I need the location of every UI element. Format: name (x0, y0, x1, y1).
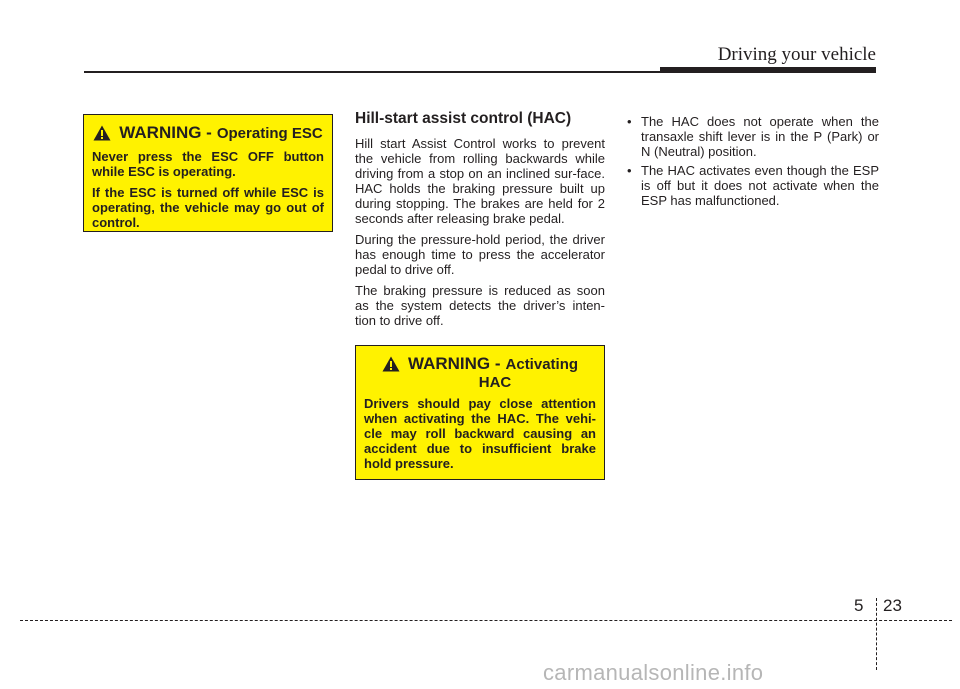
notes-list (627, 114, 879, 212)
warning-label: WARNING - (119, 123, 212, 142)
chapter-number: 5 (854, 596, 864, 615)
warning-subject-continued: HAC (478, 374, 512, 391)
page-number: 23 (883, 596, 902, 615)
page-header-title: Driving your vehicle (717, 44, 876, 65)
footer-divider (876, 598, 877, 670)
footer-rule (20, 620, 952, 621)
warning-body (364, 396, 596, 471)
list-item: • The HAC does not operate when the transaxle shift lever is in the P (Park) or N (Neutral) position. (627, 114, 879, 159)
warning-label: WARNING - (407, 354, 501, 373)
warning-text: Never press the ESC OFF button while ESC is operating. (92, 149, 324, 179)
hac-section (355, 110, 605, 334)
warning-body (92, 149, 324, 230)
warning-box-hac (355, 345, 605, 480)
section-heading: Hill-start assist control (HAC) (355, 110, 572, 127)
warning-triangle-icon (382, 356, 400, 372)
warning-text: If the ESC is turned off while ESC is operating, the vehicle may go out of control. (92, 185, 324, 230)
warning-header (92, 123, 324, 143)
body-paragraph: Hill start Assist Control works to prevent the vehicle from rolling backwards while driving from a stop on an inclined sur-face. HAC holds the braking pressure built up during stopping. The brakes are held for 2 seconds after releasing brake pedal. (355, 136, 605, 226)
body-paragraph: The braking pressure is reduced as soon as the system detects the driver’s inten-tion to drive off. (355, 283, 605, 328)
warning-header (364, 354, 596, 391)
warning-box-esc (83, 114, 333, 232)
body-paragraph: During the pressure-hold period, the driver has enough time to press the accelerator pedal to drive off. (355, 232, 605, 277)
warning-subject: Activating (505, 355, 579, 373)
warning-subject: Operating ESC (216, 124, 323, 142)
watermark: carmanualsonline.info (543, 660, 764, 685)
warning-triangle-icon (93, 125, 111, 141)
list-item: • The HAC activates even though the ESP is off but it does not activate when the ESP has malfunctioned. (627, 163, 879, 208)
warning-text: Drivers should pay close attention when activating the HAC. The vehi-cle may roll backward causing an accident due to insufficient brake hold pressure. (364, 396, 596, 471)
header-rule-accent (660, 67, 876, 73)
